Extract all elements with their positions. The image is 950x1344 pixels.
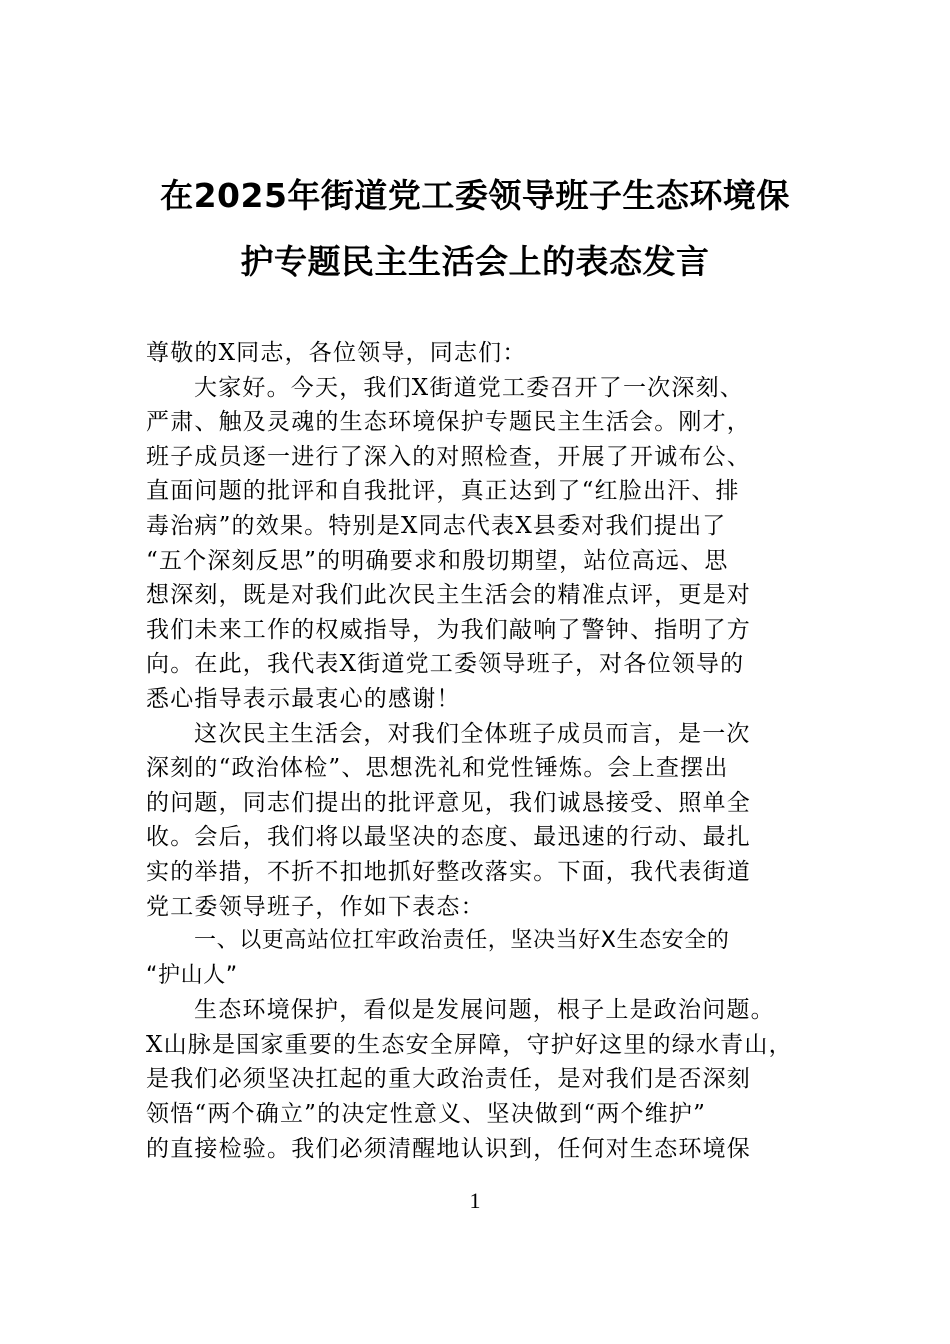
body-line: 直面问题的批评和自我批评，真正达到了“红脸出汗、排 xyxy=(146,478,740,505)
page-number: 1 xyxy=(469,1188,481,1213)
body-line: 深刻的“政治体检”、思想洗礼和党性锤炼。会上查摆出 xyxy=(146,755,729,782)
body-line: 严肃、触及灵魂的生态环境保护专题民主生活会。刚才， xyxy=(146,409,751,436)
document-title-line-2: 护专题民主生活会上的表态发言 xyxy=(240,242,710,281)
body-line: X山脉是国家重要的生态安全屏障，守护好这里的绿水青山， xyxy=(146,1031,793,1058)
body-line: 党工委领导班子，作如下表态： xyxy=(146,893,485,920)
body-line: 大家好。今天，我们X街道党工委召开了一次深刻、 xyxy=(194,374,744,401)
document-title-line-1: 在2025年街道党工委领导班子生态环境保 xyxy=(160,176,790,215)
body-line: 的直接检验。我们必须清醒地认识到，任何对生态环境保 xyxy=(146,1135,751,1162)
body-line: 向。在此，我代表X街道党工委领导班子，对各位领导的 xyxy=(146,651,745,678)
body-line: 班子成员逐一进行了深入的对照检查，开展了开诚布公、 xyxy=(146,443,751,470)
body-line: 想深刻，既是对我们此次民主生活会的精准点评，更是对 xyxy=(146,582,751,609)
section-heading-continued: “护山人” xyxy=(146,962,238,988)
body-line: 实的举措，不折不扣地抓好整改落实。下面，我代表街道 xyxy=(146,858,751,885)
document-body xyxy=(146,336,836,1166)
section-heading: 一、以更高站位扛牢政治责任，坚决当好X生态安全的 xyxy=(194,928,730,954)
body-line: “五个深刻反思”的明确要求和殷切期望，站位高远、思 xyxy=(146,547,729,574)
body-line: 毒治病”的效果。特别是X同志代表X县委对我们提出了 xyxy=(146,512,727,539)
body-line: 的问题，同志们提出的批评意见，我们诚恳接受、照单全 xyxy=(146,789,751,816)
body-line: 收。会后，我们将以最坚决的态度、最迅速的行动、最扎 xyxy=(146,824,751,851)
body-line: 生态环境保护，看似是发展问题，根子上是政治问题。 xyxy=(194,997,775,1024)
salutation: 尊敬的X同志，各位领导，同志们： xyxy=(146,340,527,366)
body-line: 是我们必须坚决扛起的重大政治责任，是对我们是否深刻 xyxy=(146,1066,751,1093)
body-line: 这次民主生活会，对我们全体班子成员而言，是一次 xyxy=(194,720,751,747)
body-line: 我们未来工作的权威指导，为我们敲响了警钟、指明了方 xyxy=(146,616,751,643)
body-line: 悉心指导表示最衷心的感谢！ xyxy=(146,685,461,712)
body-line: 领悟“两个确立”的决定性意义、坚决做到“两个维护” xyxy=(146,1101,707,1128)
